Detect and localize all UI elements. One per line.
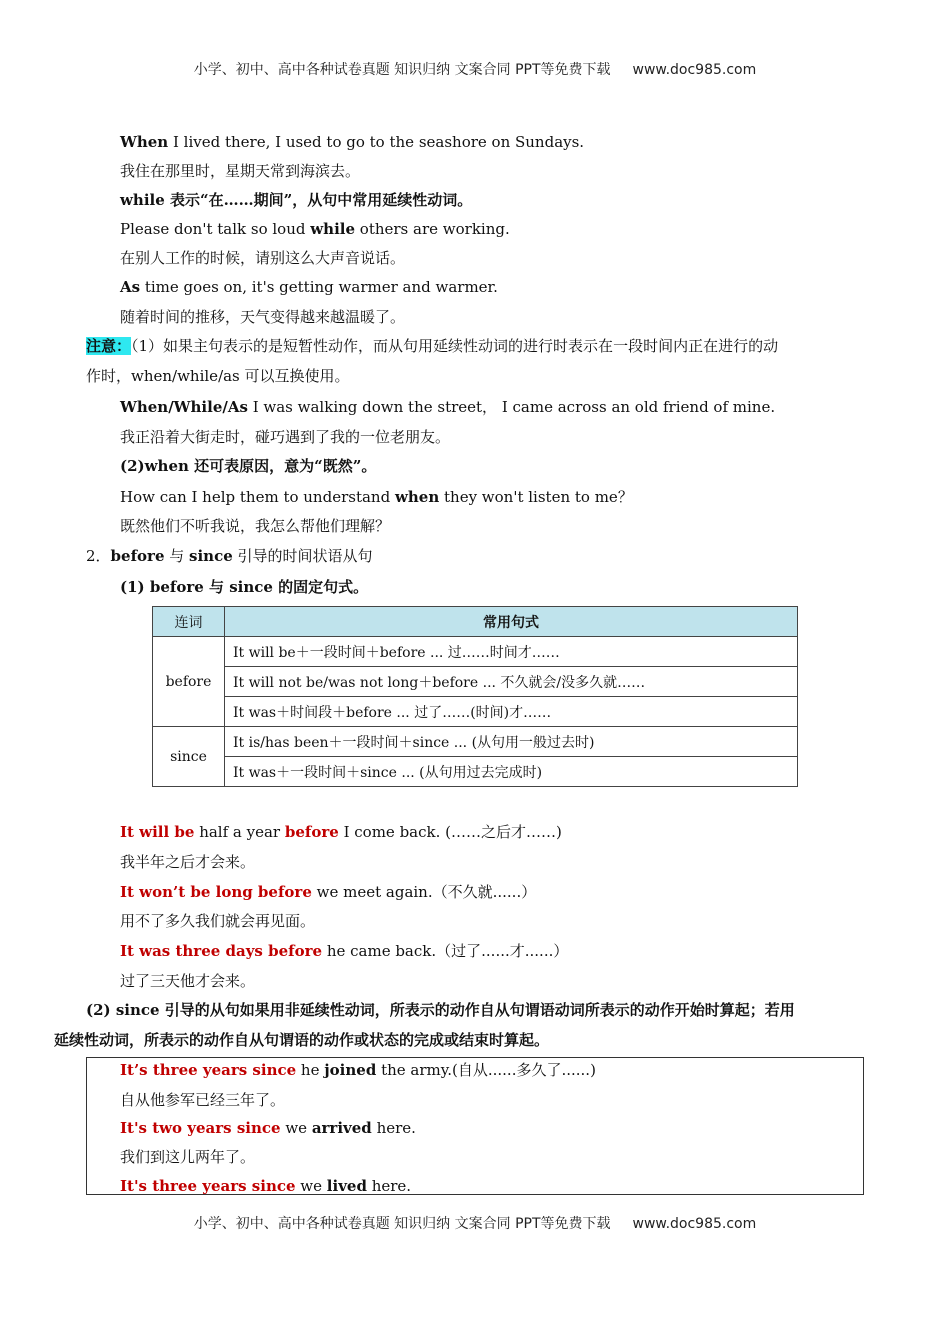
example-2-cn: 用不了多久我们就会再见面。 [120, 912, 316, 930]
subsection-1-heading: (1) before 与 since 的固定句式。 [120, 578, 369, 596]
footer-url[interactable]: www.doc985.com [632, 1216, 757, 1232]
box-example-2: It's two years since we arrived here. [120, 1119, 416, 1137]
note-label: 注意： [86, 337, 132, 355]
subsection-2-line-2: 延续性动词，所表示的动作自从句谓语的动作或状态的完成或结束时算起。 [54, 1031, 550, 1049]
subsection-2-line-1: (2) since 引导的从句如果用非延续性动词，所表示的动作自从句谓语动词所表示的动作开始时算起；若用 [86, 1001, 795, 1019]
table-cell: It was＋时间段＋before ... 过了……(时间)才…… [225, 697, 798, 727]
table-row [153, 637, 798, 667]
table-cell: It was＋一段时间＋since ... (从句用过去完成时) [225, 757, 798, 787]
table-header-row [153, 607, 798, 637]
when-reason-note: (2)when 还可表原因，意为“既然”。 [120, 457, 377, 475]
table-row [153, 667, 798, 697]
table-cell: It is/has been＋一段时间＋since ... (从句用一般过去时) [225, 727, 798, 757]
example-1-cn: 我半年之后才会来。 [120, 853, 256, 871]
note-line-1: 注意：（1）如果主句表示的是短暂性动作，而从句用延续性动词的进行时表示在一段时间内正在进行的动 [86, 337, 779, 355]
pattern-table [152, 606, 798, 787]
sentence-while-cn: 在别人工作的时候，请别这么大声音说话。 [120, 249, 406, 267]
header-conjunction: 连词 [153, 607, 225, 637]
sentence-while: Please don't talk so loud while others are working. [120, 220, 510, 238]
sentence-when: When I lived there, I used to go to the seashore on Sundays. [120, 133, 585, 151]
table-row [153, 757, 798, 787]
page-footer [0, 1213, 950, 1233]
box-example-3: It's three years since we lived here. [120, 1177, 412, 1195]
box-example-1-cn: 自从他参军已经三年了。 [120, 1091, 286, 1109]
sentence-when-reason-cn: 既然他们不听我说，我怎么帮他们理解？ [120, 517, 391, 535]
example-3-cn: 过了三天他才会来。 [120, 972, 256, 990]
sentence-as: As time goes on, it's getting warmer and warmer. [120, 278, 498, 296]
sentence-when-reason: How can I help them to understand when they won't listen to me？ [120, 488, 633, 506]
table-cell: It will not be/was not long＋before ... 不久就会/没多久就…… [225, 667, 798, 697]
while-note: while 表示“在……期间”，从句中常用延续性动词。 [120, 191, 473, 209]
table-row [153, 697, 798, 727]
sentence-as-cn: 随着时间的推移，天气变得越来越温暖了。 [120, 308, 406, 326]
box-example-2-cn: 我们到这儿两年了。 [120, 1148, 256, 1166]
header-text: 小学、初中、高中各种试卷真题 知识归纳 文案合同 PPT等免费下载 [193, 62, 611, 78]
note-line-2: 作时，when/while/as 可以互换使用。 [86, 367, 350, 385]
example-1: It will be half a year before I come back. (……之后才……) [120, 823, 562, 841]
footer-text: 小学、初中、高中各种试卷真题 知识归纳 文案合同 PPT等免费下载 [193, 1216, 611, 1232]
header-url[interactable]: www.doc985.com [632, 62, 757, 78]
box-example-1: It’s three years since he joined the army.(自从......多久了......) [120, 1061, 596, 1079]
example-2: It won’t be long before we meet again.（不久就......） [120, 883, 537, 901]
sentence-when-while-as: When/While/As I was walking down the street， I came across an old friend of mine. [120, 398, 776, 416]
page-header [0, 59, 950, 79]
table-row [153, 727, 798, 757]
since-label: since [153, 727, 225, 787]
table-cell: It will be＋一段时间＋before ... 过……时间才…… [225, 637, 798, 667]
header-pattern: 常用句式 [225, 607, 798, 637]
before-label: before [153, 637, 225, 727]
sentence-when-while-as-cn: 我正沿着大街走时，碰巧遇到了我的一位老朋友。 [120, 428, 451, 446]
example-3: It was three days before he came back.（过了......才......） [120, 942, 569, 960]
section-2-heading: 2．before 与 since 引导的时间状语从句 [86, 547, 373, 565]
sentence-when-cn: 我住在那里时，星期天常到海滨去。 [120, 162, 361, 180]
